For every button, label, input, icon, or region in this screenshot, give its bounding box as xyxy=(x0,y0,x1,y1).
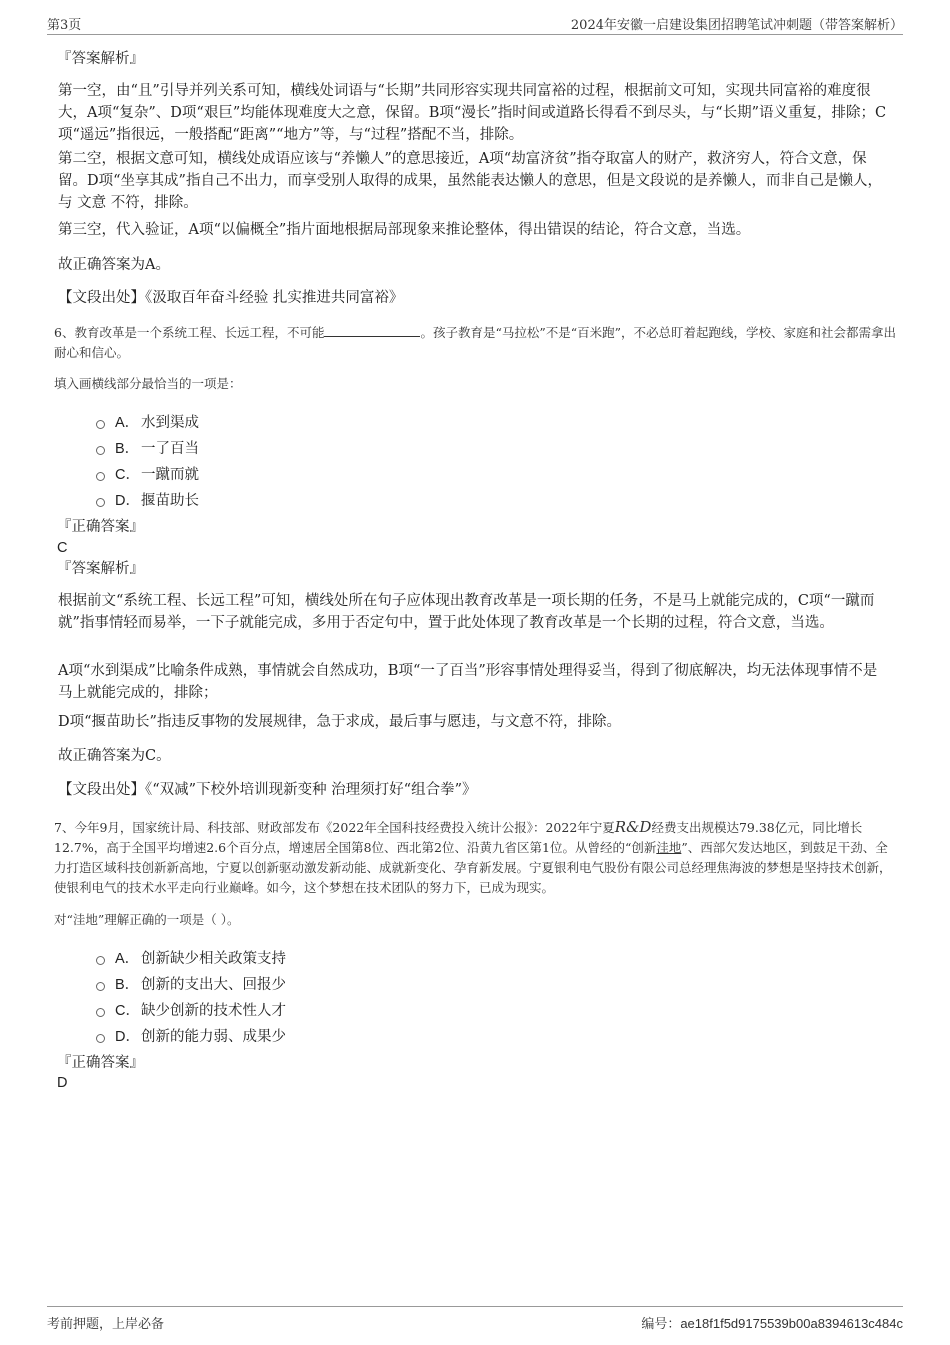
correct-answer-label: 『正确答案』 xyxy=(57,1055,144,1071)
analysis-paragraph-1: 第一空，由“且”引导并列关系可知，横线处词语与“长期”共同形容实现共同富裕的过程，根据前文可知，实现共同富裕的难度很大，A项“复杂”、D项“艰巨”均能体现难度大之意，保留。B项“漫长”指时间或道路长得看不到尽头，与“长期”语义重复，排除；C项“遥远”指很远，一般搭配“距离”“地方”等，与“过程”搭配不当，排除。 xyxy=(58,83,887,143)
rd-term: R&D xyxy=(614,818,652,836)
correct-answer-label: 『正确答案』 xyxy=(57,519,144,535)
option-b[interactable]: B． 一了百当 xyxy=(96,434,199,460)
option-d[interactable]: D． 揠苗助长 xyxy=(96,486,199,512)
footer-slogan: 考前押题，上岸必备 xyxy=(47,1317,165,1332)
radio-icon[interactable] xyxy=(96,1008,105,1017)
page-footer xyxy=(47,1306,903,1331)
option-a[interactable]: A． 水到渠成 xyxy=(96,408,199,434)
question-7-text: 7、今年9月，国家统计局、科技部、财政部发布《2022年全国科技经费投入统计公报》：2022年宁夏R&D经费支出规模达79.38亿元，同比增长12.7%，高于全国平均增速2.6个百分点，增速居全国第8位、西北第2位、沿黄九省区第1位。从曾经的“创新洼地”、西部欠发达地区，到鼓足干劲、全力打造区域科技创新新高地，宁夏以创新驱动激发新动能、成就新变化、孕育新发展。宁夏银利电气股份有限公司总经理焦海波的梦想是坚持技术创新，使银利电气的技术水平走向行业巅峰。如今，这个梦想在技术团队的努力下，已成为现实。 xyxy=(54,818,892,895)
option-d[interactable]: D． 创新的能力弱、成果少 xyxy=(96,1022,286,1048)
analysis-conclusion: 故正确答案为A。 xyxy=(58,257,170,273)
underlined-term: 洼地 xyxy=(656,840,682,855)
document-title: 2024年安徽一启建设集团招聘笔试冲刺题（带答案解析） xyxy=(570,18,903,33)
question-7-options xyxy=(96,944,286,1048)
radio-icon[interactable] xyxy=(96,956,105,965)
radio-icon[interactable] xyxy=(96,420,105,429)
analysis-paragraph-1: 根据前文“系统工程、长远工程”可知，横线处所在句子应体现出教育改革是一项长期的任务，不是马上就能完成的，C项“一蹴而就”指事情轻而易举，一下子就能完成，多用于否定句中，置于此处体现了教育改革是一个长期的过程，符合文意，当选。 xyxy=(58,593,875,631)
radio-icon[interactable] xyxy=(96,498,105,507)
page-header xyxy=(47,14,903,35)
radio-icon[interactable] xyxy=(96,1034,105,1043)
question-7-prompt: 对“洼地”理解正确的一项是（ ）。 xyxy=(54,912,240,927)
analysis-label: 『答案解析』 xyxy=(57,561,144,577)
radio-icon[interactable] xyxy=(96,472,105,481)
page-number: 第3页 xyxy=(47,18,82,33)
option-c[interactable]: C． 缺少创新的技术性人才 xyxy=(96,996,286,1022)
option-a[interactable]: A． 创新缺少相关政策支持 xyxy=(96,944,286,970)
question-6-prompt: 填入画横线部分最恰当的一项是： xyxy=(54,376,242,391)
radio-icon[interactable] xyxy=(96,982,105,991)
option-c[interactable]: C． 一蹴而就 xyxy=(96,460,199,486)
analysis-paragraph-2: 第二空，根据文意可知，横线处成语应该与“养懒人”的意思接近，A项“劫富济贫”指夺取富人的财产，救济穷人，符合文意，保留。D项“坐享其成”指自己不出力，而享受别人取得的成果，虽然能表达懒人的意思，但是文段说的是养懒人，而非自己是懒人，与 文意 不符，排除。 xyxy=(58,151,882,211)
document-code: 编号：ae18f1f5d9175539b00a8394613c484c xyxy=(641,1316,903,1332)
correct-answer: D xyxy=(57,1075,68,1091)
answer-blank xyxy=(324,322,420,337)
radio-icon[interactable] xyxy=(96,446,105,455)
analysis-label: 『答案解析』 xyxy=(57,51,144,67)
source-citation: 【文段出处】《“双减”下校外培训现新变种 治理须打好“组合拳”》 xyxy=(58,782,477,798)
option-b[interactable]: B． 创新的支出大、回报少 xyxy=(96,970,286,996)
source-citation: 【文段出处】《汲取百年奋斗经验 扎实推进共同富裕》 xyxy=(58,290,404,306)
correct-answer: C xyxy=(57,540,68,556)
analysis-paragraph-3: 第三空，代入验证，A项“以偏概全”指片面地根据局部现象来推论整体，得出错误的结论，符合文意，当选。 xyxy=(58,222,751,238)
analysis-paragraph-2: A项“水到渠成”比喻条件成熟，事情就会自然成功，B项“一了百当”形容事情处理得妥当，得到了彻底解决，均无法体现事情不是马上就能完成的，排除； xyxy=(58,663,878,701)
question-6-text: 6、教育改革是一个系统工程、长远工程，不可能 。孩子教育是“马拉松”不是“百米跑”，不必总盯着起跑线，学校、家庭和社会都需拿出耐心和信心。 xyxy=(54,322,898,363)
analysis-conclusion: 故正确答案为C。 xyxy=(58,748,171,764)
analysis-paragraph-3: D项“揠苗助长”指违反事物的发展规律，急于求成，最后事与愿违，与文意不符，排除。 xyxy=(58,714,621,730)
question-6-options xyxy=(96,408,199,512)
